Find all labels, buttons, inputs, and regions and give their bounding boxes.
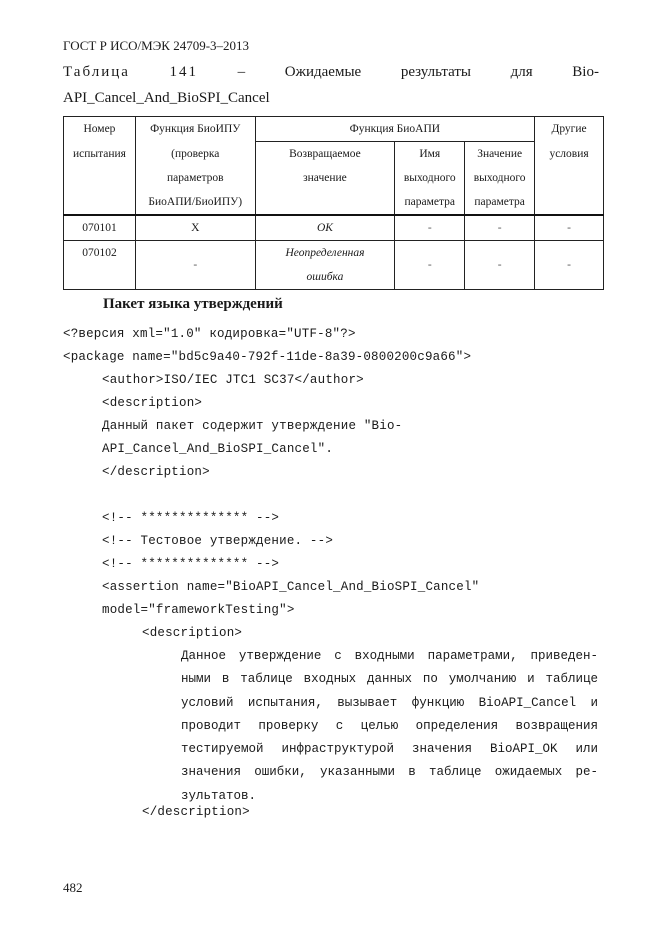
cell-output-value: -	[465, 241, 535, 290]
header-text: условия	[549, 147, 589, 160]
cell-return-value: OK	[255, 215, 395, 241]
code-comment: <!-- Тестовое утверждение. -->	[102, 534, 334, 548]
table-row	[64, 241, 604, 290]
cell-test-no: 070101	[64, 215, 136, 241]
header-other-conditions-cont	[535, 142, 604, 216]
header-text: (проверка	[171, 147, 220, 160]
assertion-description	[181, 645, 598, 808]
code-line: <?версия xml="1.0" кодировка="UTF-8"?>	[63, 327, 356, 341]
code-line: <package name="bd5c9a40-792f-11de-8a39-0800200c9a66">	[63, 350, 472, 364]
cell-output-name: -	[395, 215, 465, 241]
code-line: model="frameworkTesting">	[102, 603, 295, 617]
code-line: <assertion name="BioAPI_Cancel_And_BioSPI_Cancel"	[102, 580, 480, 594]
header-text: выходного	[403, 172, 456, 184]
cell-output-name: -	[395, 241, 465, 290]
header-text: параметра	[404, 196, 455, 208]
header-text: Функция БиоИПУ	[150, 123, 241, 135]
caption-word: Таблица	[63, 64, 130, 80]
description-line: тестируемой инфраструктурой значения BioAPI_OK или	[181, 742, 598, 757]
code-comment: <!-- ************** -->	[102, 511, 280, 525]
cell-text: ошибка	[306, 271, 344, 283]
caption-word: Ожидаемые	[284, 64, 362, 80]
header-text: испытания	[72, 147, 126, 160]
code-line: <description>	[142, 626, 243, 640]
code-line: Данный пакет содержит утверждение "Bio-	[102, 419, 403, 433]
cell-other: -	[535, 215, 604, 241]
header-text: Имя	[419, 148, 441, 160]
table-caption	[63, 64, 599, 81]
header-bioapi-function: Функция БиоАПИ	[255, 117, 535, 142]
caption-word: 141	[169, 64, 199, 80]
description-line: условий испытания, вызывает функцию BioAPI_Cancel и	[181, 695, 598, 710]
table-row	[64, 215, 604, 241]
description-line: зультатов.	[181, 788, 257, 803]
header-output-value	[465, 142, 535, 216]
cell-bioipu: -	[135, 241, 255, 290]
code-comment: <!-- ************** -->	[102, 557, 280, 571]
expected-results-table	[63, 116, 604, 290]
cell-return-value	[255, 241, 395, 290]
description-line: проводит проверку с целью определения возвращения	[181, 718, 598, 733]
header-other-conditions	[535, 117, 604, 142]
cell-output-value: -	[465, 215, 535, 241]
cell-bioipu: X	[135, 215, 255, 241]
caption-word: Bio-	[572, 64, 599, 80]
description-line: ными в таблице входных данных по умолчанию и таблице	[181, 672, 598, 687]
header-test-no	[64, 117, 136, 142]
code-line: <author>ISO/IEC JTC1 SC37</author>	[102, 373, 364, 387]
caption-word: для	[510, 64, 533, 80]
header-text: БиоАПИ/БиоИПУ)	[148, 195, 243, 208]
description-line: значения ошибки, указанными в таблице ожидаемых ре-	[181, 765, 598, 780]
standard-header: ГОСТ Р ИСО/МЭК 24709-3–2013	[63, 38, 250, 53]
code-line: API_Cancel_And_BioSPI_Cancel".	[102, 442, 334, 456]
header-text: выходного	[473, 172, 526, 184]
section-title: Пакет языка утверждений	[103, 296, 283, 312]
code-line: <description>	[102, 396, 203, 410]
header-text: Номер	[83, 123, 116, 135]
table-caption-line2: API_Cancel_And_BioSPI_Cancel	[63, 90, 270, 106]
header-test-no-cont	[64, 142, 136, 216]
header-output-name	[395, 142, 465, 216]
cell-other: -	[535, 241, 604, 290]
header-text: параметра	[474, 196, 525, 208]
code-line: </description>	[102, 465, 210, 479]
code-line: </description>	[142, 805, 250, 819]
header-return-value	[255, 142, 395, 216]
page-number: 482	[63, 880, 83, 895]
header-text: Возвращаемое	[289, 148, 361, 160]
header-text: параметров	[166, 171, 224, 184]
header-text: Значение	[477, 148, 523, 160]
cell-text: Неопределенная	[285, 247, 365, 259]
caption-word: результаты	[400, 64, 472, 80]
header-text: значение	[303, 172, 347, 184]
caption-word: –	[237, 64, 246, 80]
header-bioipu-function	[135, 117, 255, 142]
cell-test-no: 070102	[64, 241, 136, 290]
header-bioipu-function-cont	[135, 142, 255, 216]
header-text: Другие	[551, 123, 587, 135]
description-line: Данное утверждение с входными параметрами, приведен-	[181, 649, 598, 663]
